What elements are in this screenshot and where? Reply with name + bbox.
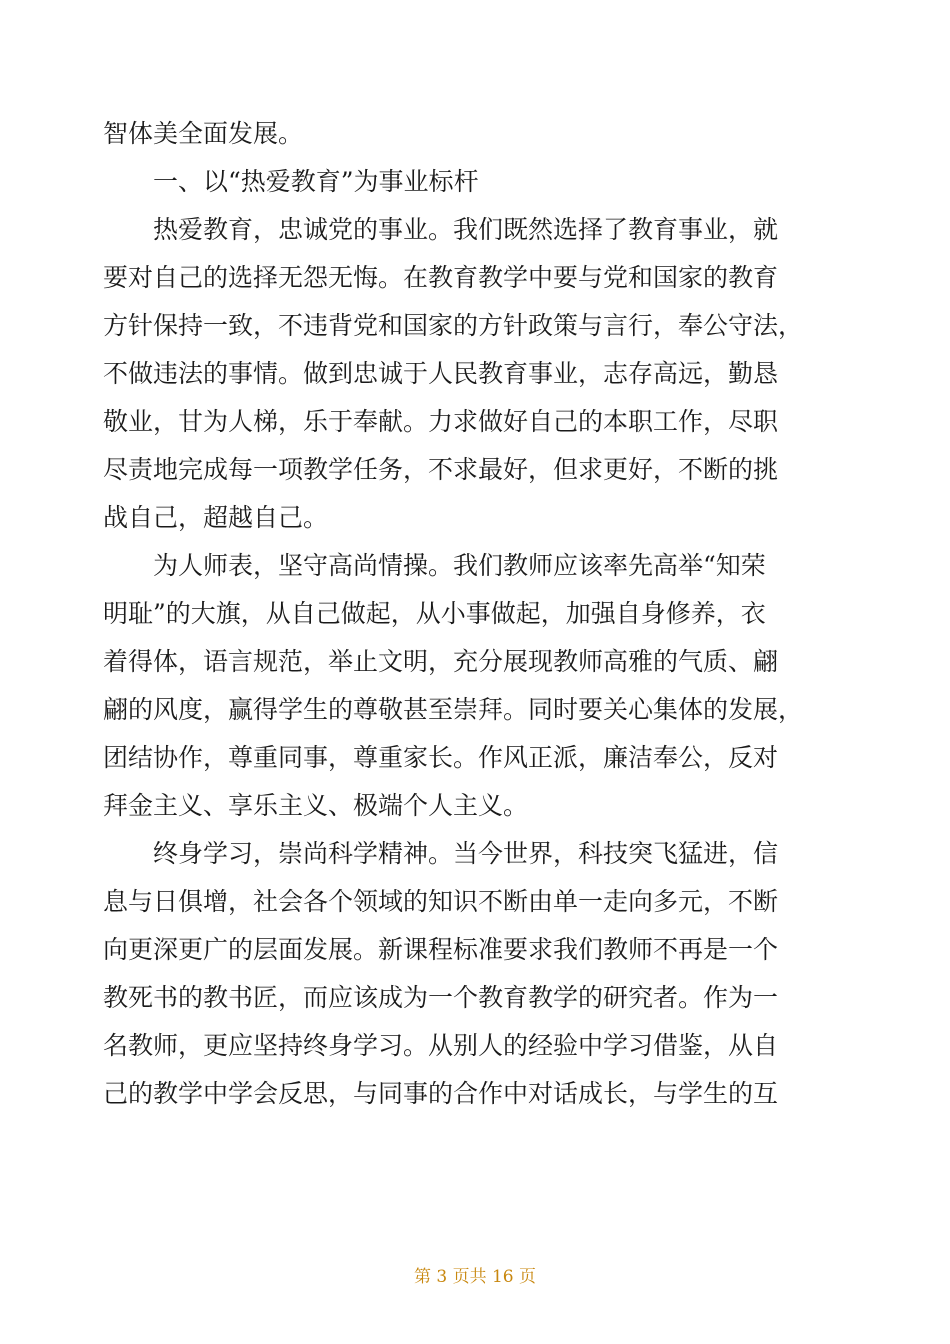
- text-line: 智体美全面发展。: [103, 119, 304, 148]
- text-line: 息与日俱增，社会各个领域的知识不断由单一走向多元，不断: [103, 887, 779, 916]
- text-line: 热爱教育，忠诚党的事业。我们既然选择了教育事业，就: [153, 215, 779, 244]
- text-line: 翩的风度，赢得学生的尊敬甚至崇拜。同时要关心集体的发展，: [103, 695, 804, 724]
- text-line: 方针保持一致，不违背党和国家的方针政策与言行，奉公守法，: [103, 311, 804, 340]
- text-line: 教死书的教书匠，而应该成为一个教育教学的研究者。作为一: [103, 983, 779, 1012]
- document-body: [103, 110, 853, 1118]
- text-line: 终身学习，崇尚科学精神。当今世界，科技突飞猛进，信: [153, 839, 779, 868]
- text-line: 战自己，超越自己。: [103, 503, 329, 532]
- text-line: 不做违法的事情。做到忠诚于人民教育事业，志存高远，勤恳: [103, 359, 779, 388]
- text-line: 着得体，语言规范，举止文明，充分展现教师高雅的气质、翩: [103, 647, 779, 676]
- text-line: 一、以“热爱教育”为事业标杆: [153, 167, 479, 196]
- text-line: 名教师，更应坚持终身学习。从别人的经验中学习借鉴，从自: [103, 1031, 779, 1060]
- text-line: 向更深更广的层面发展。新课程标准要求我们教师不再是一个: [103, 935, 779, 964]
- text-line: 尽责地完成每一项教学任务，不求最好，但求更好，不断的挑: [103, 455, 779, 484]
- text-line: 明耻”的大旗，从自己做起，从小事做起，加强自身修养，衣: [103, 599, 766, 628]
- text-line: 要对自己的选择无怨无悔。在教育教学中要与党和国家的教育: [103, 263, 779, 292]
- text-line: 己的教学中学会反思，与同事的合作中对话成长，与学生的互: [103, 1079, 779, 1108]
- text-line: 敬业，甘为人梯，乐于奉献。力求做好自己的本职工作，尽职: [103, 407, 779, 436]
- page-number-footer: 第 3 页共 16 页: [413, 1267, 537, 1287]
- text-line: 团结协作，尊重同事，尊重家长。作风正派，廉洁奉公，反对: [103, 743, 779, 772]
- text-line: 拜金主义、享乐主义、极端个人主义。: [103, 791, 529, 820]
- text-line: 为人师表，坚守高尚情操。我们教师应该率先高举“知荣: [153, 551, 766, 580]
